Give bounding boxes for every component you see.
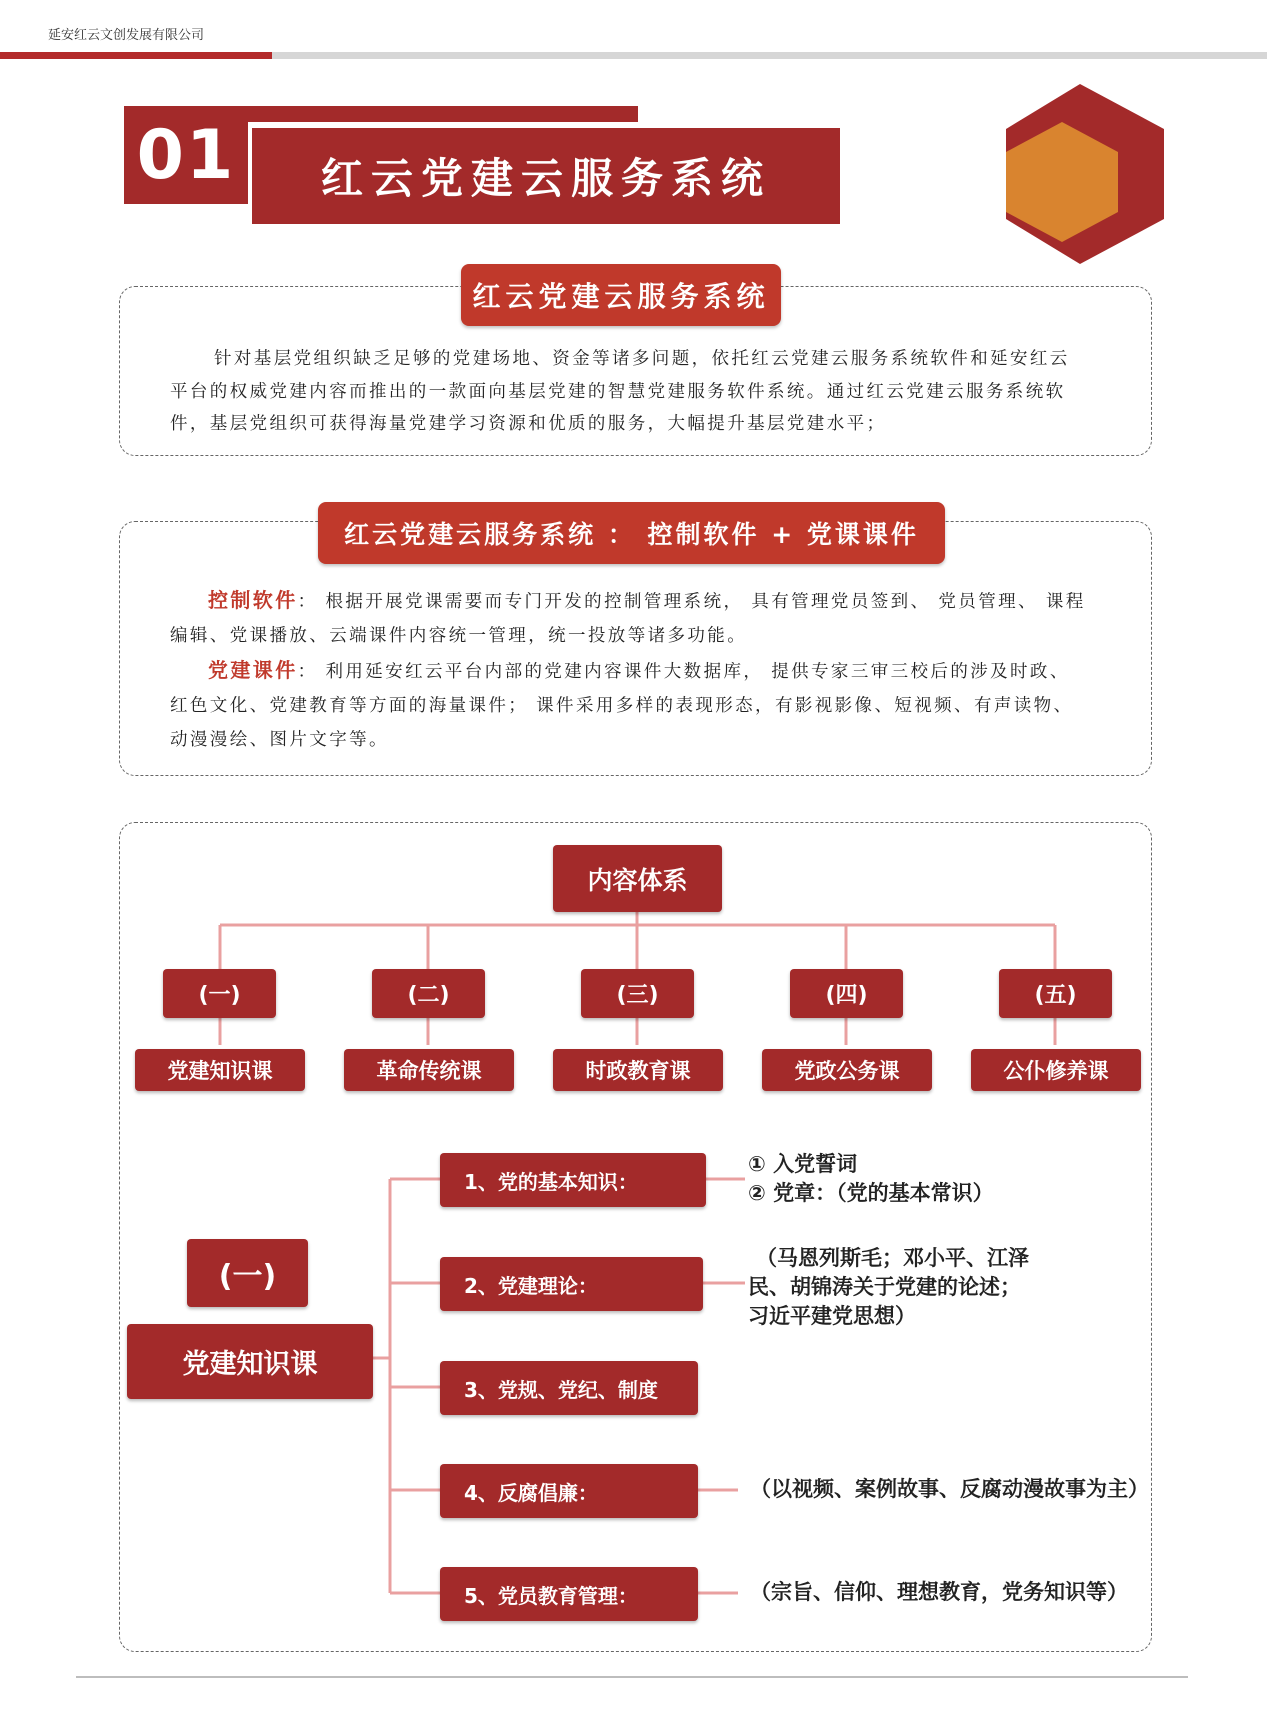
control-software-line: 编辑、党课播放、云端课件内容统一管理，统一投放等诸多功能。	[170, 626, 748, 646]
detail-item: 2、党建理论：	[440, 1257, 703, 1311]
detail-item: 5、党员教育管理：	[440, 1567, 698, 1621]
company-name: 延安红云文创发展有限公司	[48, 28, 205, 43]
category-name: 公仆修养课	[971, 1049, 1141, 1091]
detail-note	[748, 1244, 1029, 1331]
control-software-text: ： 根据开展党课需要而专门开发的控制管理系统， 具有管理党员签到、 党员管理、 课程	[297, 592, 1086, 612]
category-number: (四)	[790, 969, 903, 1018]
detail-note: （以视频、案例故事、反腐动漫故事为主）	[750, 1477, 1149, 1501]
note-line: 习近平建党思想）	[748, 1304, 916, 1328]
section-title: 红云党建云服务系统	[252, 128, 840, 224]
detail-item: 3、党规、党纪、制度	[440, 1361, 698, 1415]
section-number: 01	[124, 106, 248, 204]
courseware-label: 党建课件	[208, 658, 298, 682]
detail-item: 1、党的基本知识：	[440, 1153, 706, 1207]
category-name: 党建知识课	[135, 1049, 305, 1091]
note-line: 民、胡锦涛关于党建的论述；	[748, 1275, 1021, 1299]
courseware-line: 动漫漫绘、图片文字等。	[170, 730, 389, 750]
intro-heading: 红云党建云服务系统	[461, 264, 781, 326]
detail-name: 党建知识课	[127, 1324, 373, 1399]
category-number: (三)	[581, 969, 694, 1018]
content-system-root: 内容体系	[553, 845, 722, 912]
category-number: (五)	[999, 969, 1112, 1018]
detail-item: 4、反腐倡廉：	[440, 1464, 698, 1518]
note-line: ① 入党誓词	[748, 1152, 858, 1176]
note-line: ② 党章：（党的基本常识）	[748, 1181, 994, 1205]
intro-line: 件，基层党组织可获得海量党建学习资源和优质的服务，大幅提升基层党建水平；	[170, 414, 887, 434]
category-number: (一)	[163, 969, 276, 1018]
category-name: 革命传统课	[344, 1049, 514, 1091]
control-software-label: 控制软件	[208, 588, 298, 612]
detail-note: （宗旨、信仰、理想教育，党务知识等）	[750, 1580, 1128, 1604]
category-name: 党政公务课	[762, 1049, 932, 1091]
courseware-text: ： 利用延安红云平台内部的党建内容课件大数据库， 提供专家三审三校后的涉及时政、	[297, 662, 1070, 682]
category-name: 时政教育课	[553, 1049, 723, 1091]
note-line: （马恩列斯毛；邓小平、江泽	[756, 1246, 1029, 1270]
detail-note	[748, 1150, 994, 1208]
detail-number: (一)	[187, 1239, 308, 1307]
intro-line: 针对基层党组织缺乏足够的党建场地、资金等诸多问题，依托红云党建云服务系统软件和延安红云	[214, 349, 1070, 369]
courseware-line: 红色文化、党建教育等方面的海量课件； 课件采用多样的表现形态，有影视影像、短视频、有声读物、	[170, 696, 1074, 716]
components-heading: 红云党建云服务系统 ： 控制软件 + 党课课件	[318, 502, 945, 564]
footer-divider	[76, 1676, 1188, 1678]
intro-line: 平台的权威党建内容而推出的一款面向基层党建的智慧党建服务软件系统。通过红云党建云服务系统软	[170, 381, 1066, 402]
category-number: (二)	[372, 969, 485, 1018]
